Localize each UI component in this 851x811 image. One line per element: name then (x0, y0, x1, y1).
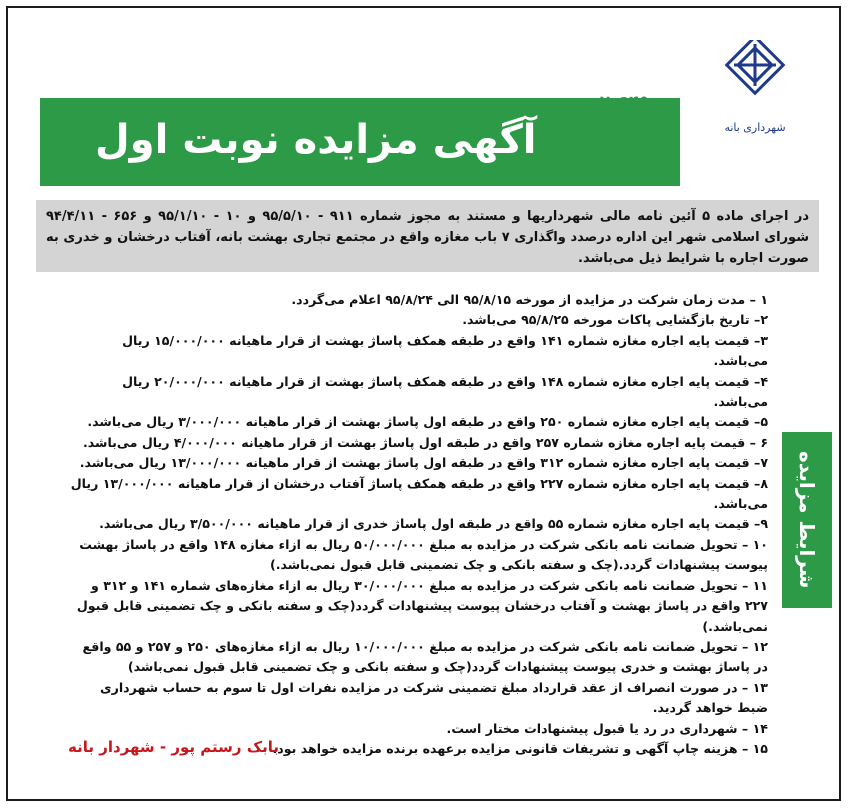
condition-item: ۴– قیمت پایه اجاره مغازه شماره ۱۴۸ واقع در طبقه همکف پاساژ بهشت از قرار ماهیانه ۲۰/۰۰۰/۰۰۰ ریال می‌باشد. (122, 373, 768, 410)
notice-date: ۹۵/۸/۱۱ (598, 117, 659, 136)
condition-item: ۶ – قیمت پایه اجاره مغازه شماره ۲۵۷ واقع در طبقه اول پاساژ بهشت از قرار ماهیانه ۴/۰۰۰/۰۰۰ ریال می‌باشد. (83, 434, 768, 450)
condition-item: ۱۳ – در صورت انصراف از عقد قرارداد مبلغ تضمینی شرکت در مزایده نفرات اول تا سوم به حساب شهرداری ضبط خواهد گردید. (100, 679, 768, 716)
conditions-list (68, 290, 768, 759)
logo-caption: شهرداری بانه (724, 121, 786, 134)
condition-item: ۹– قیمت پایه اجاره مغازه شماره ۵۵ واقع در طبقه اول پاساژ خدری از قرار ماهیانه ۳/۵۰۰/۰۰۰ ریال می‌باشد. (99, 516, 768, 532)
condition-item: ۱۱ – تحویل ضمانت نامه بانکی شرکت در مزایده به مبلغ ۳۰/۰۰۰/۰۰۰ ریال به ازاء مغازه‌های شماره ۱۴۱ و ۳۱۲ و ۲۲۷ واقع در پاساژ بهشت و آفتاب درخشان پیوست پیشنهادات گردد(چک و سفته بانکی و چک تضمینی قابل قبول نمی‌باشد.) (76, 577, 768, 634)
municipality-logo-icon (710, 40, 800, 110)
condition-item: ۲– تاریخ بازگشایی پاکات مورخه ۹۵/۸/۲۵ می‌باشد. (462, 312, 768, 328)
condition-item: ۱۴ – شهرداری در رد یا قبول پیشنهادات مختار است. (446, 720, 768, 736)
condition-item: ۱۵ – هزینه چاپ آگهی و تشریفات قانونی مزایده برعهده برنده مزایده خواهد بود. (272, 740, 768, 756)
condition-item: ۷– قیمت پایه اجاره مغازه شماره ۳۱۲ واقع در طبقه اول پاساژ بهشت از قرار ماهیانه ۱۳/۰۰۰/۰۰۰ ریال می‌باشد. (79, 455, 768, 471)
condition-item: ۳– قیمت پایه اجاره مغازه شماره ۱۴۱ واقع در طبقه همکف پاساژ بهشت از قرار ماهیانه ۱۵/۰۰۰/۰۰۰ ریال می‌باشد. (122, 332, 768, 369)
notice-title: آگهی مزایده نوبت اول (95, 117, 537, 163)
condition-item: ۵– قیمت پایه اجاره مغازه شماره ۲۵۰ واقع در طبقه اول پاساژ بهشت از قرار ماهیانه ۳/۰۰۰/۰۰۰ ریال می‌باشد. (87, 414, 768, 430)
number-divider (598, 113, 670, 115)
condition-item: ۱ – مدت زمان شرکت در مزایده از مورخه ۹۵/۸/۱۵ الی ۹۵/۸/۲۴ اعلام می‌گردد. (291, 292, 768, 307)
intro-paragraph: در اجرای ماده ۵ آئین نامه مالی شهرداریها و مستند به مجوز شماره ۹۱۱ - ۹۵/۵/۱۰ و ۱۰ - ۹۵/۱/۱۰ و ۶۵۶ - ۹۴/۴/۱۱ شورای اسلامی شهر این اداره درصدد واگذاری ۷ باب مغازه واقع در مجتمع تجاری بهشت بانه، آفتاب درخشان و خدری به صورت اجاره با شرایط ذیل می‌باشد. (36, 200, 819, 272)
conditions-section-label: شرایط مزایده (795, 451, 819, 589)
condition-item: ۱۰ – تحویل ضمانت نامه بانکی شرکت در مزایده به مبلغ ۵۰/۰۰۰/۰۰۰ ریال به ازاء مغازه ۱۴۸ واقع در پاساژ بهشت پیوست پیشنهادات گردد.(چک و سفته بانکی و چک تضمینی قابل قبول نمی‌باشد.) (79, 536, 768, 573)
condition-item: ۸– قیمت پایه اجاره مغازه شماره ۲۲۷ واقع در طبقه همکف پاساژ آفتاب درخشان از قرار ماهیانه ۱۳/۰۰۰/۰۰۰ ریال می‌باشد. (70, 475, 768, 512)
notice-number: ۲۰۹۴۵ (600, 92, 649, 111)
condition-item: ۱۲ – تحویل ضمانت نامه بانکی شرکت در مزایده به مبلغ ۱۰/۰۰۰/۰۰۰ ریال به ازاء مغازه‌های ۲۵۰ و ۲۵۷ و ۵۵ واقع در پاساژ بهشت و خدری پیوست پیشنهادات گردد(چک و سفته بانکی و چک تضمینی قابل قبول نمی‌باشد) (82, 638, 768, 675)
mayor-signature: بابک رستم پور - شهردار بانه (68, 738, 279, 756)
